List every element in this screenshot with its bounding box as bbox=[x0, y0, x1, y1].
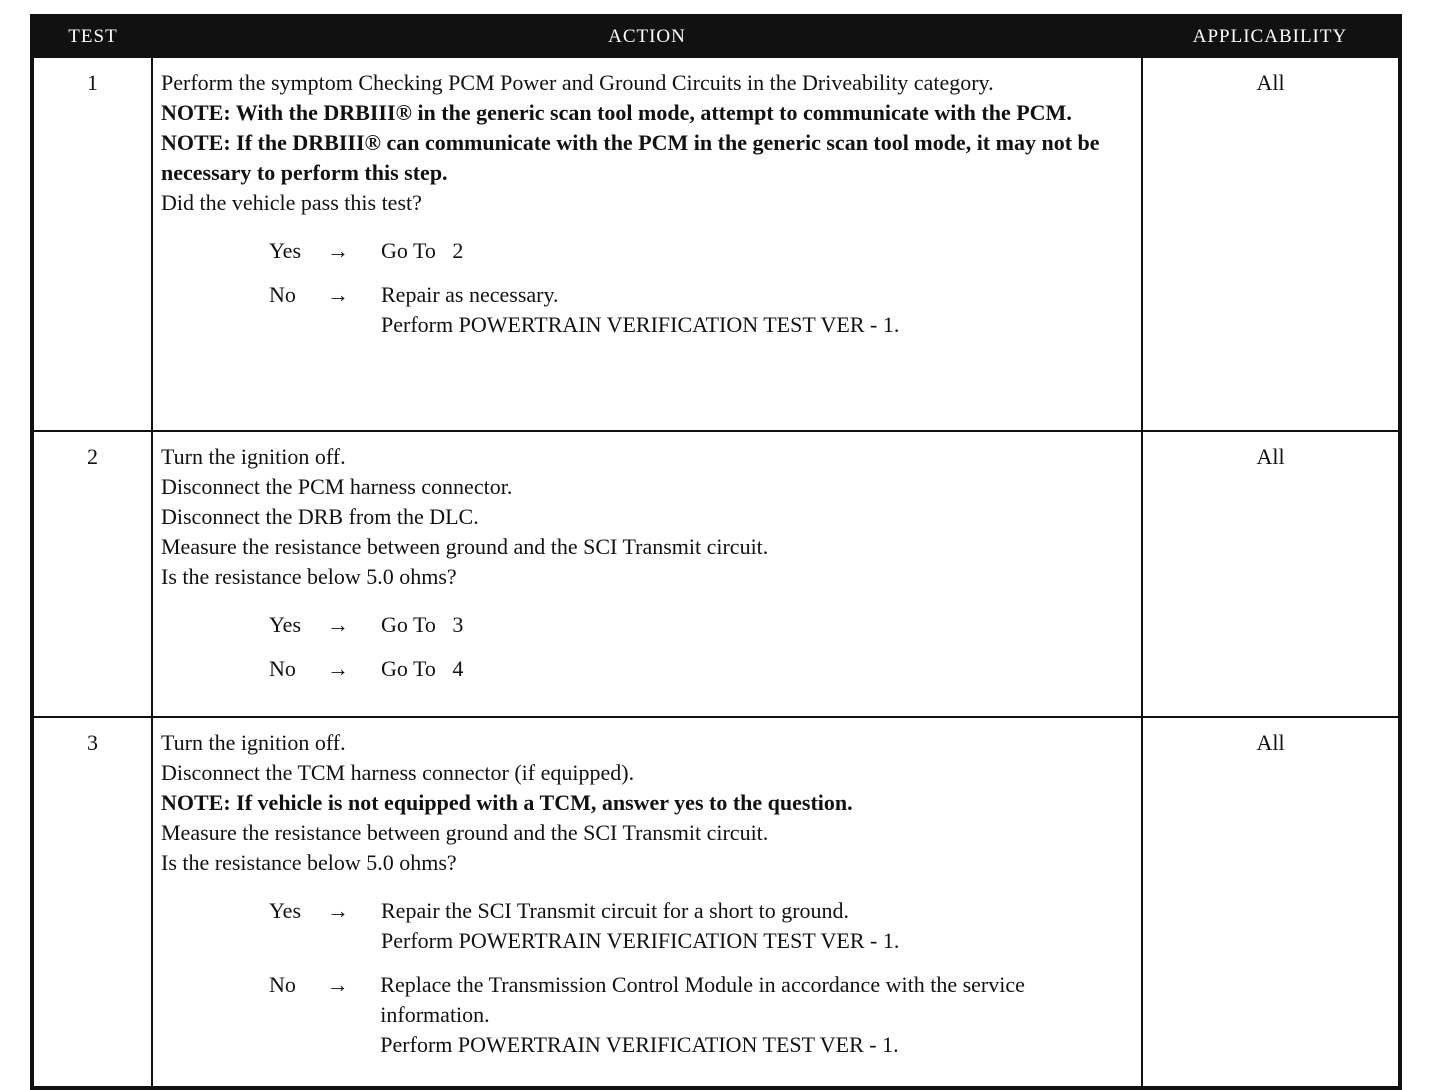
yes-result: Repair the SCI Transmit circuit for a short to ground. bbox=[381, 898, 850, 923]
yes-result: Go To 2 bbox=[381, 238, 464, 263]
action-cell bbox=[152, 717, 1142, 1088]
action-cell bbox=[152, 431, 1142, 717]
arrow-right-icon: → bbox=[327, 612, 349, 637]
applicability-cell: All bbox=[1142, 717, 1400, 1088]
yes-label: Yes bbox=[269, 238, 302, 263]
test-number: 3 bbox=[32, 717, 152, 1088]
column-header-test: TEST bbox=[32, 16, 152, 57]
applicability-cell: All bbox=[1142, 431, 1400, 717]
test-number: 2 bbox=[32, 431, 152, 717]
action-note: NOTE: If the DRBIII® can communicate with the PCM in the generic scan tool mode, it may not be necessary to perform this step. bbox=[161, 130, 1100, 185]
test-number: 1 bbox=[32, 57, 152, 431]
action-note: NOTE: If vehicle is not equipped with a TCM, answer yes to the question. bbox=[161, 790, 853, 815]
yes-result: Perform POWERTRAIN VERIFICATION TEST VER - 1. bbox=[381, 928, 900, 953]
arrow-right-icon: → bbox=[327, 656, 349, 681]
yes-branch bbox=[269, 236, 1135, 266]
table-row bbox=[32, 431, 1400, 717]
table-row bbox=[32, 57, 1400, 431]
arrow-right-icon: → bbox=[327, 282, 349, 307]
action-step: Measure the resistance between ground and the SCI Transmit circuit. bbox=[161, 820, 769, 845]
yes-branch bbox=[269, 610, 1135, 640]
action-question: Is the resistance below 5.0 ohms? bbox=[161, 564, 457, 589]
action-step: Measure the resistance between ground and the SCI Transmit circuit. bbox=[161, 534, 769, 559]
no-result: Go To 4 bbox=[381, 656, 464, 681]
yes-result: Go To 3 bbox=[381, 612, 464, 637]
no-branch bbox=[269, 970, 1135, 1060]
action-step: Disconnect the PCM harness connector. bbox=[161, 474, 513, 499]
arrow-right-icon: → bbox=[327, 238, 349, 263]
action-question: Did the vehicle pass this test? bbox=[161, 190, 422, 215]
column-header-action: ACTION bbox=[152, 16, 1142, 57]
no-label: No bbox=[269, 656, 296, 681]
action-step: Disconnect the DRB from the DLC. bbox=[161, 504, 479, 529]
no-branch bbox=[269, 280, 1135, 340]
action-step: Disconnect the TCM harness connector (if equipped). bbox=[161, 760, 635, 785]
yes-label: Yes bbox=[269, 612, 302, 637]
action-question: Is the resistance below 5.0 ohms? bbox=[161, 850, 457, 875]
action-step: Perform the symptom Checking PCM Power and Ground Circuits in the Driveability category. bbox=[161, 70, 994, 95]
table-row bbox=[32, 717, 1400, 1088]
arrow-right-icon: → bbox=[327, 898, 349, 923]
arrow-right-icon: → bbox=[326, 972, 349, 997]
no-label: No bbox=[269, 282, 296, 307]
action-note: NOTE: With the DRBIII® in the generic scan tool mode, attempt to communicate with the PCM. bbox=[161, 100, 1072, 125]
yes-branch bbox=[269, 896, 1135, 956]
no-label: No bbox=[269, 972, 296, 997]
no-result: Perform POWERTRAIN VERIFICATION TEST VER - 1. bbox=[381, 312, 900, 337]
no-branch bbox=[269, 654, 1135, 684]
action-step: Turn the ignition off. bbox=[161, 444, 346, 469]
action-step: Turn the ignition off. bbox=[161, 730, 346, 755]
yes-label: Yes bbox=[269, 898, 302, 923]
column-header-applicability: APPLICABILITY bbox=[1142, 16, 1400, 57]
action-cell bbox=[152, 57, 1142, 431]
no-result: Replace the Transmission Control Module in accordance with the service information. bbox=[380, 972, 1025, 1027]
no-result: Perform POWERTRAIN VERIFICATION TEST VER - 1. bbox=[380, 1032, 899, 1057]
table-header-row bbox=[32, 16, 1400, 57]
applicability-cell: All bbox=[1142, 57, 1400, 431]
diagnostic-test-table bbox=[30, 14, 1402, 1090]
no-result: Repair as necessary. bbox=[381, 282, 559, 307]
